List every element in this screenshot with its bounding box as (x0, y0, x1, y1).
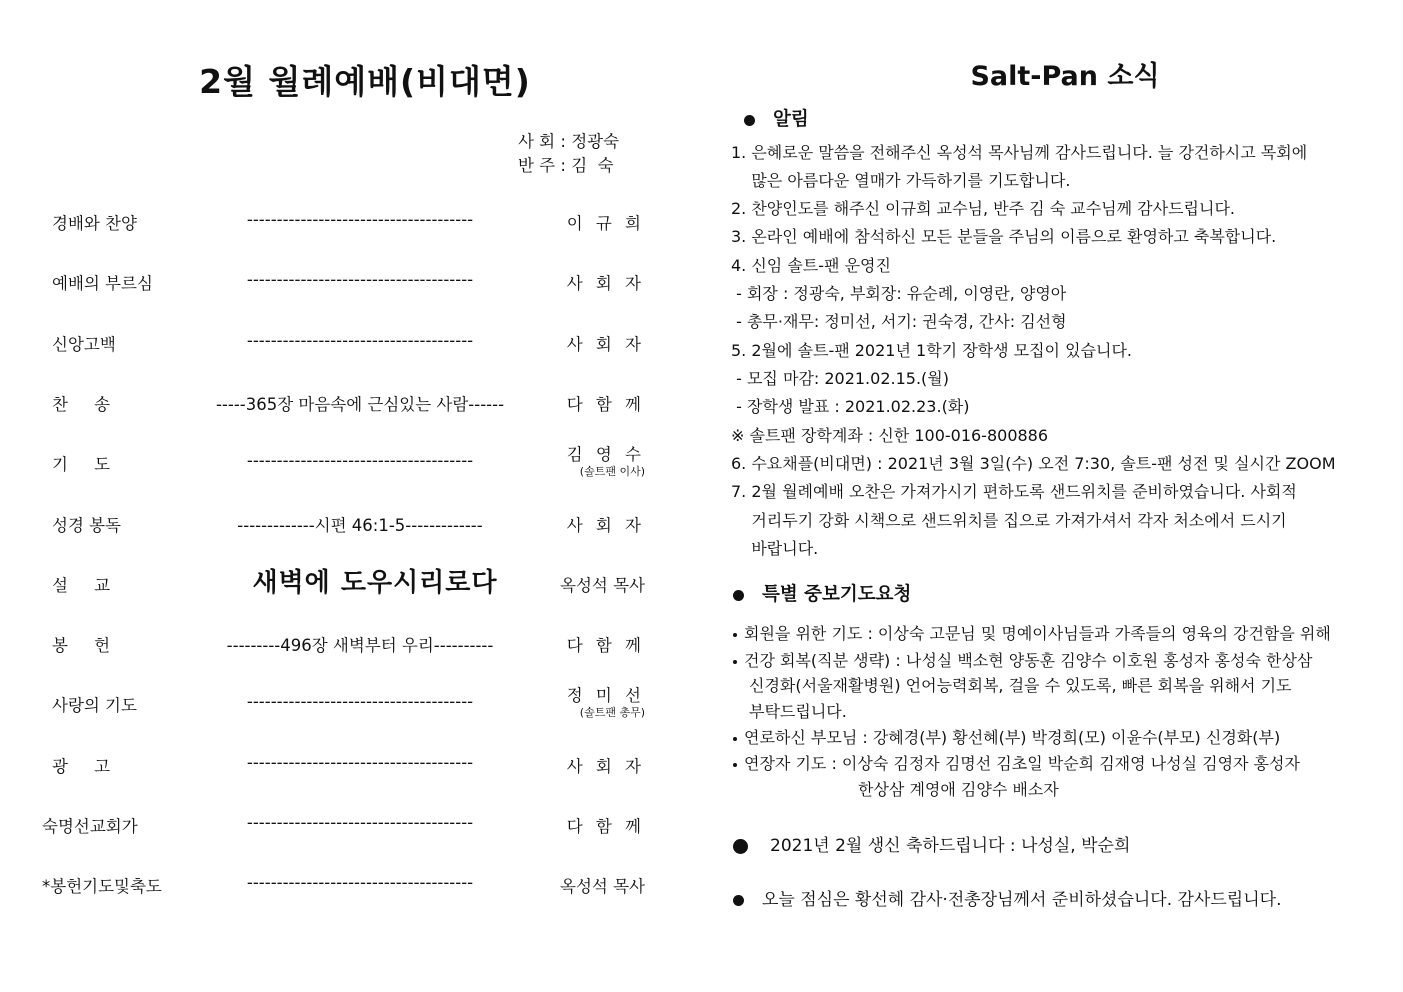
program-row (0, 753, 700, 813)
bullet-dot-icon (733, 737, 737, 741)
bullet-dot-icon (733, 633, 737, 637)
bullet-dot-icon (733, 763, 737, 767)
notice-heading (744, 105, 809, 131)
program-detail: -------------------------------------- (246, 330, 474, 350)
program-detail: -------------------------------------- (246, 270, 474, 290)
notice-line: 바랍니다. (731, 539, 819, 558)
program-leader: 다 함 께 (566, 636, 645, 656)
notice-line: 1. 은혜로운 말씀을 전해주신 옥성석 목사님께 감사드립니다. 늘 강건하시고 목회에 (731, 143, 1308, 162)
bullet-dot-icon (744, 115, 755, 126)
prayer-heading (733, 580, 911, 606)
officiant-presider (518, 130, 619, 154)
prayer-text: 한상삼 계영애 김양수 배소자 (858, 780, 1059, 799)
program-label: 기 도 (52, 455, 111, 475)
officiants (518, 130, 619, 178)
prayer-line (733, 728, 1280, 748)
program-label: 예배의 부르심 (52, 274, 153, 294)
program-row (0, 210, 700, 270)
program-detail: -------------시편 46:1-5------------- (237, 515, 483, 535)
notice-line: 5. 2월에 솔트-팬 2021년 1학기 장학생 모집이 있습니다. (731, 341, 1133, 360)
program-label: 설 교 (52, 575, 111, 595)
notice-line: 많은 아름다운 열매가 가득하기를 기도합니다. (731, 171, 1071, 190)
program-leader: 정 미 선 (566, 686, 645, 706)
program-label: 찬 송 (52, 394, 111, 414)
officiant-role: 반 주 (518, 156, 556, 175)
officiant-colon: : (560, 132, 572, 151)
program-detail: -------------------------------------- (246, 813, 474, 832)
notice-line: - 총무·재무: 정미선, 서기: 권숙경, 간사: 김선형 (731, 312, 1067, 331)
program-row (0, 873, 700, 933)
bullet-dot-icon (733, 590, 744, 601)
bullet-dot-icon (733, 660, 737, 664)
notice-line: ※ 솔트팬 장학계좌 : 신한 100-016-800886 (731, 426, 1049, 445)
lunch-text: 오늘 점심은 황선혜 감사·전총장님께서 준비하셨습니다. 감사드립니다. (762, 890, 1282, 910)
program-detail: -------------------------------------- (246, 752, 474, 772)
program-leader: 사 회 자 (566, 274, 645, 294)
program-label: *봉헌기도및축도 (42, 877, 162, 897)
news-title: Salt-Pan 소식 (970, 61, 1160, 92)
prayer-text: 연로하신 부모님 : 강혜경(부) 황선혜(부) 박경희(모) 이윤수(부모) 신경화(부) (744, 728, 1281, 747)
program-row (0, 813, 700, 873)
prayer-text: 회원을 위한 기도 : 이상숙 고문님 및 명예이사님들과 가족들의 영육의 강건함을 위해 (744, 624, 1331, 643)
program-leader: 김 영 수 (566, 445, 645, 465)
prayer-line (749, 702, 847, 722)
prayer-line (858, 780, 1059, 800)
officiant-name: 김 숙 (571, 156, 614, 175)
officiant-accompanist (518, 154, 619, 178)
program-detail: -------------------------------------- (246, 210, 474, 229)
officiant-name: 정광숙 (571, 132, 620, 151)
bullet-dot-icon (733, 839, 748, 854)
officiant-colon: : (560, 156, 572, 175)
program-label: 사랑의 기도 (52, 696, 137, 716)
notice-line: 2. 찬양인도를 해주신 이규희 교수님, 반주 김 숙 교수님께 감사드립니다. (731, 199, 1235, 218)
sermon-title: 새벽에 도우시리로다 (252, 567, 498, 598)
program-leader-role: (솔트팬 이사) (579, 465, 645, 479)
program-leader: 이 규 희 (566, 214, 645, 233)
program-row (0, 682, 700, 742)
program-leader: 사 회 자 (566, 756, 645, 776)
program-row (0, 270, 700, 330)
program-detail: -------------------------------------- (246, 451, 474, 471)
worship-title: 2월 월례예배(비대면) (199, 62, 531, 101)
prayer-text: 부탁드립니다. (749, 702, 847, 721)
program-label: 광 고 (52, 756, 111, 776)
prayer-line (733, 624, 1331, 644)
program-label: 봉 헌 (52, 636, 111, 656)
notice-line: - 회장 : 정광숙, 부회장: 유순례, 이영란, 양영아 (731, 284, 1067, 303)
program-detail: ---------496장 새벽부터 우리---------- (226, 636, 494, 656)
notice-line: - 모집 마감: 2021.02.15.(월) (731, 369, 949, 388)
program-detail: -----365장 마음속에 근심있는 사람------ (215, 394, 505, 414)
prayer-line (749, 676, 1291, 696)
notice-line: 4. 신임 솔트-팬 운영진 (731, 256, 891, 275)
notice-line: - 장학생 발표 : 2021.02.23.(화) (731, 397, 970, 416)
notice-heading-label: 알림 (773, 109, 809, 130)
program-leader: 다 함 께 (566, 394, 645, 414)
lunch-notice (733, 885, 1281, 910)
program-row (0, 331, 700, 391)
prayer-heading-label: 특별 중보기도요청 (762, 584, 912, 605)
officiant-role: 사 회 (518, 132, 556, 151)
program-leader: 사 회 자 (566, 334, 645, 354)
program-label: 경배와 찬양 (52, 214, 137, 233)
program-row (0, 441, 700, 501)
prayer-line (733, 754, 1300, 774)
prayer-text: 연장자 기도 : 이상숙 김정자 김명선 김초일 박순희 김재영 나성실 김영자 홍성자 (744, 754, 1300, 773)
bullet-dot-icon (733, 895, 744, 906)
notice-line: 3. 온라인 예배에 참석하신 모든 분들을 주님의 이름으로 환영하고 축복합니다. (731, 227, 1277, 246)
program-detail: -------------------------------------- (246, 873, 474, 893)
program-label: 신앙고백 (52, 334, 116, 354)
birthday-text: 2021년 2월 생신 축하드립니다 : 나성실, 박순희 (770, 836, 1131, 856)
program-row (0, 567, 700, 632)
program-leader: 사 회 자 (566, 515, 645, 535)
program-leader-role: (솔트팬 총무) (579, 706, 645, 720)
notice-line: 거리두기 강화 시책으로 샌드위치를 집으로 가져가셔서 각자 처소에서 드시기 (731, 511, 1287, 530)
program-label: 성경 봉독 (52, 515, 122, 535)
notice-line: 7. 2월 월례예배 오찬은 가져가시기 편하도록 샌드위치를 준비하였습니다. 사회적 (731, 482, 1297, 501)
program-leader: 옥성석 목사 (560, 877, 645, 897)
notice-line: 6. 수요채플(비대면) : 2021년 3월 3일(수) 오전 7:30, 솔트-팬 성전 및 실시간 ZOOM (731, 454, 1336, 473)
program-detail: -------------------------------------- (246, 692, 474, 712)
birthday-notice (733, 831, 1130, 856)
prayer-text: 신경화(서울재활병원) 언어능력회복, 걸을 수 있도록, 빠른 회복을 위해서 기도 (749, 676, 1292, 695)
prayer-text: 건강 회복(직분 생략) : 나성실 백소현 양동훈 김양수 이호원 홍성자 홍성숙 한상삼 (744, 651, 1313, 670)
prayer-line (733, 651, 1312, 671)
program-leader: 다 함 께 (566, 817, 645, 836)
program-label: 숙명선교회가 (42, 817, 138, 836)
program-leader: 옥성석 목사 (560, 575, 645, 595)
